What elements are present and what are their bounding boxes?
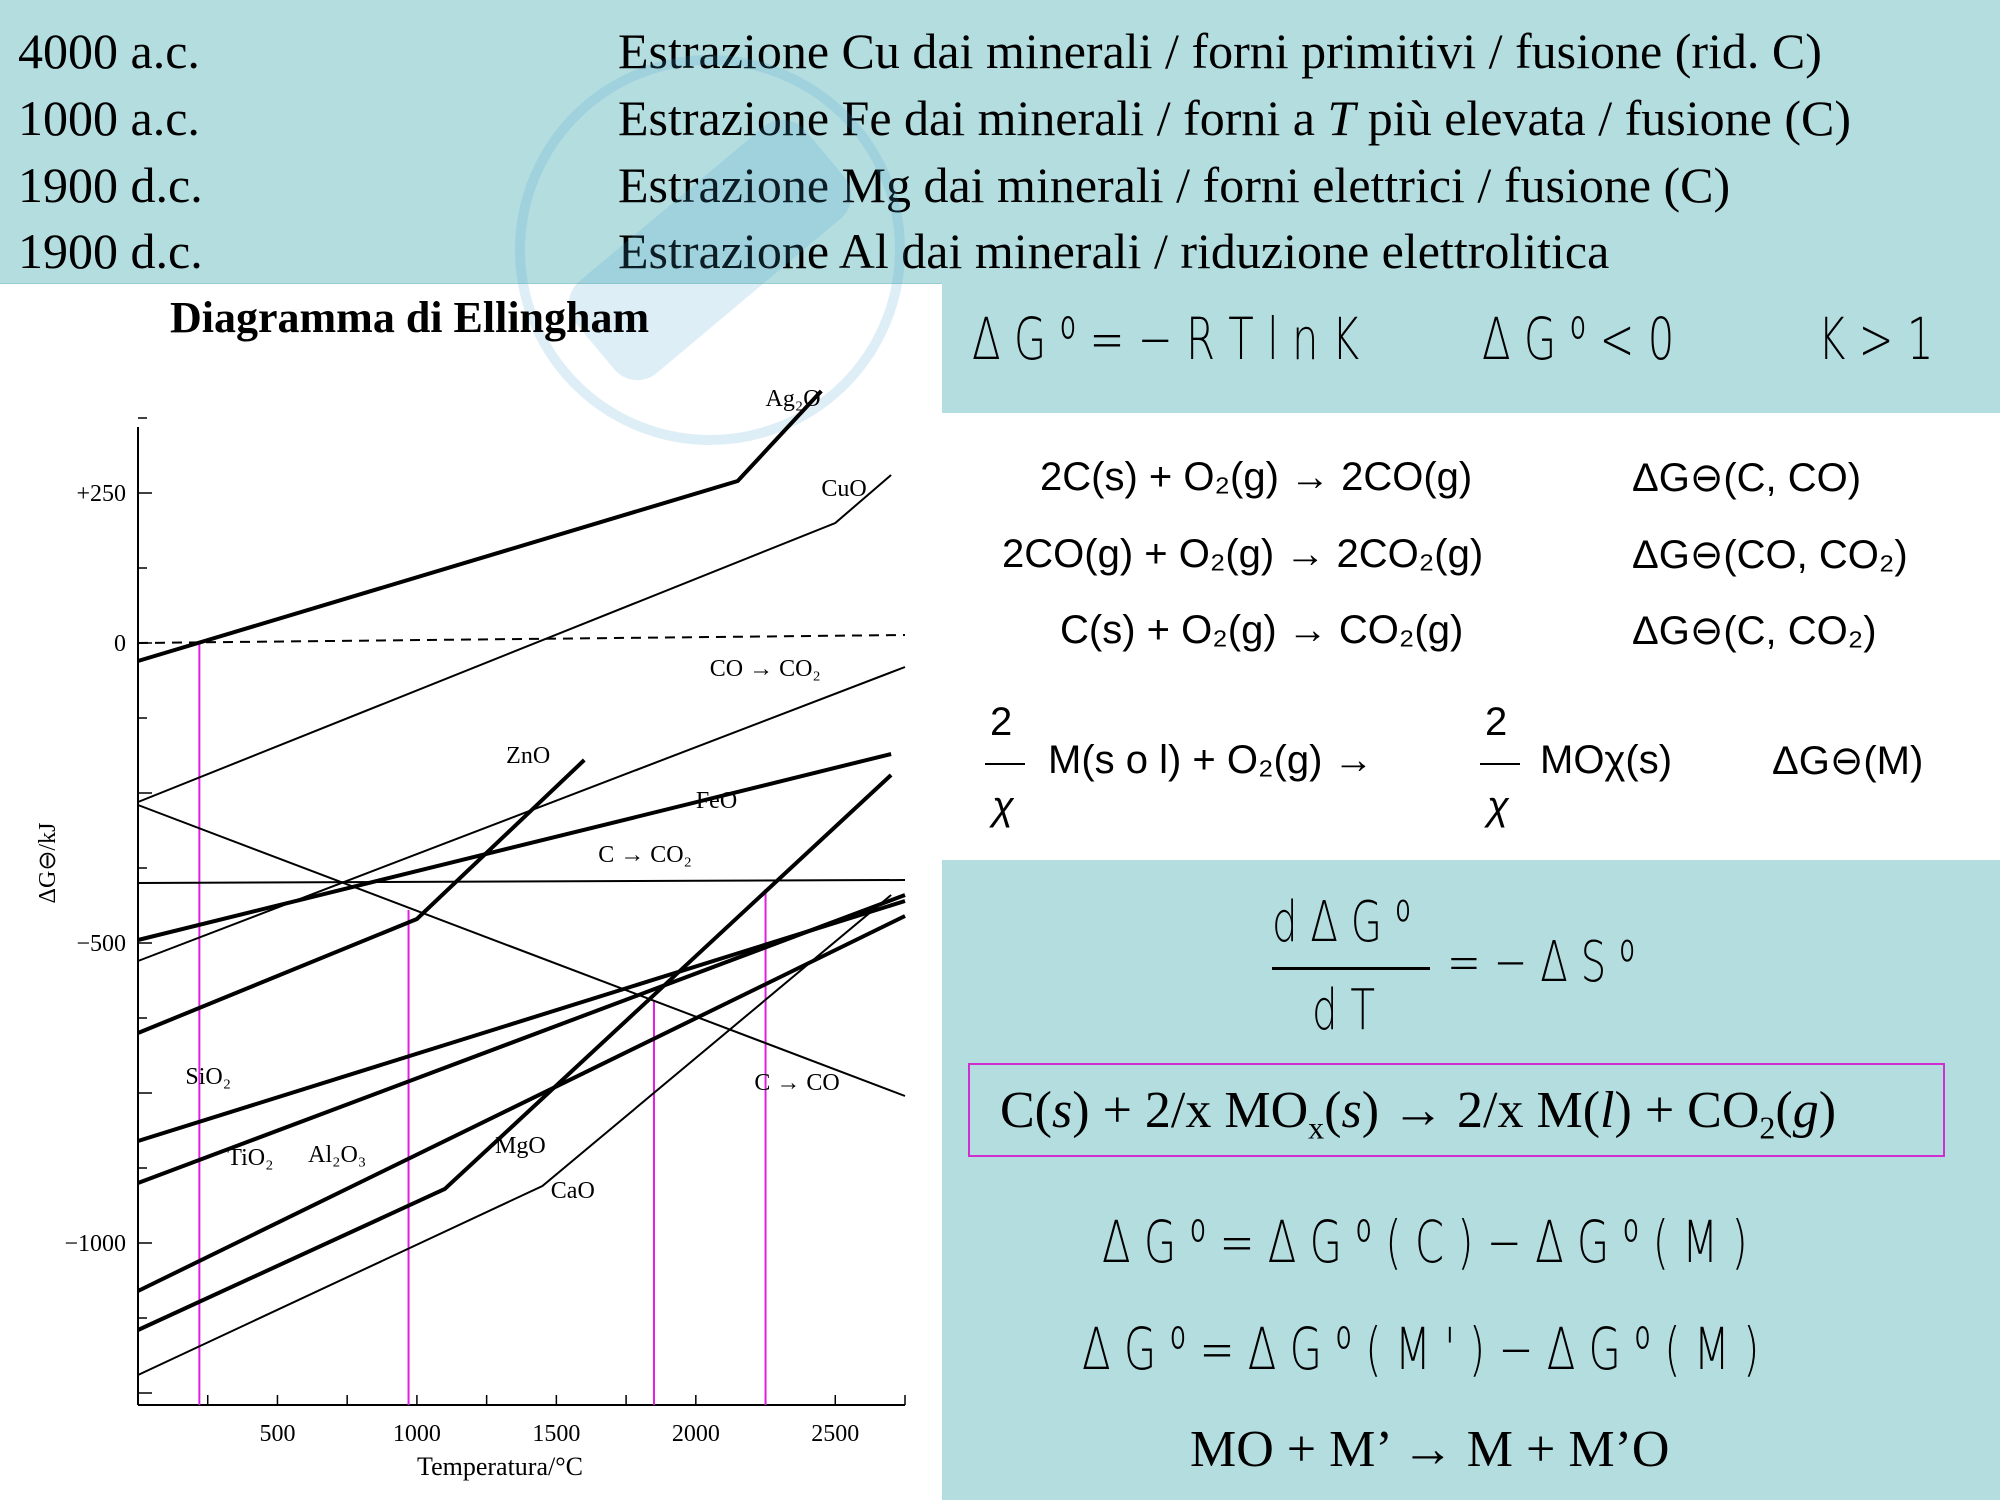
history-text: Estrazione Mg dai minerali / forni elettrici / fusione (C) bbox=[618, 157, 1731, 213]
fraction-bar bbox=[1480, 763, 1520, 765]
history-text: Estrazione Cu dai minerali / forni primitivi / fusione (rid. C) bbox=[618, 23, 1822, 79]
series-label: SiO₂ bbox=[185, 1064, 232, 1090]
series-label: Al₂O₃ bbox=[308, 1142, 367, 1168]
history-date: 1900 d.c. bbox=[18, 223, 203, 279]
equilibrium-panel bbox=[942, 283, 2000, 413]
general-reaction-left: M(s o l) + O₂(g) → bbox=[1048, 738, 1374, 782]
chart-title: Diagramma di Ellingham bbox=[170, 293, 650, 342]
reaction-c-co: 2C(s) + O₂(g) → 2CO(g) bbox=[1040, 455, 1473, 499]
history-text: Estrazione Al dai minerali / riduzione elettrolitica bbox=[618, 223, 1610, 279]
reaction-dg-c-co2: ΔG⊖(C, CO₂) bbox=[1632, 609, 1877, 653]
y-axis-label: ΔG⊖/kJ bbox=[35, 822, 61, 904]
equation-dg-rtlnk: Δ G ⁰ = − R T l n K bbox=[972, 305, 1360, 373]
plot-area bbox=[64, 386, 905, 1447]
series-line-coco bbox=[138, 667, 905, 961]
series-line-ago bbox=[138, 391, 821, 661]
series-line-cco bbox=[138, 880, 905, 883]
zero-reference-line bbox=[138, 635, 905, 643]
series-label: CaO bbox=[550, 1178, 595, 1204]
history-date: 1900 d.c. bbox=[18, 157, 203, 213]
series-label: TiO₂ bbox=[227, 1145, 274, 1171]
reaction-c-co2: C(s) + O₂(g) → CO₂(g) bbox=[1060, 608, 1464, 652]
derivative-bar bbox=[1272, 967, 1430, 970]
derivative-rhs: = − Δ S ⁰ bbox=[1447, 930, 1636, 995]
series-label: C → CO bbox=[754, 1070, 840, 1096]
carbothermal-reduction-box bbox=[968, 1063, 1945, 1157]
y-tick-label: +250 bbox=[76, 481, 126, 507]
series-line-mgo bbox=[138, 775, 891, 1330]
history-date: 1000 a.c. bbox=[18, 90, 200, 146]
equation-dg-carbon: Δ G ⁰ = Δ G ⁰ ( C ) − Δ G ⁰ ( M ) bbox=[1102, 1208, 1748, 1276]
series-label: C → CO₂ bbox=[598, 842, 692, 868]
x-tick-label: 2000 bbox=[671, 1421, 720, 1447]
general-reaction-dg: ΔG⊖(M) bbox=[1772, 739, 1924, 783]
series-label: FeO bbox=[695, 788, 738, 814]
y-tick-label: −500 bbox=[76, 931, 126, 957]
series-label: CO → CO₂ bbox=[709, 656, 821, 682]
history-panel bbox=[0, 0, 2000, 284]
equation-dg-metal: Δ G ⁰ = Δ G ⁰ ( M ' ) − Δ G ⁰ ( M ) bbox=[1082, 1315, 1760, 1383]
equation-dg-negative: Δ G ⁰ < 0 bbox=[1482, 305, 1675, 373]
general-reaction-right: MOχ(s) bbox=[1540, 738, 1673, 782]
y-tick-label: 0 bbox=[114, 631, 126, 657]
derivative-denominator: d T bbox=[1312, 978, 1376, 1043]
series-label: MgO bbox=[495, 1133, 546, 1159]
x-tick-label: 2500 bbox=[811, 1421, 860, 1447]
series-label: Ag₂O bbox=[765, 386, 821, 412]
history-date: 4000 a.c. bbox=[18, 23, 200, 79]
x-axis-label: Temperatura/°C bbox=[417, 1452, 583, 1481]
y-tick-label: −1000 bbox=[64, 1231, 126, 1257]
fraction-bar bbox=[985, 763, 1025, 765]
equation-metal-exchange: MO + M’ → M + M’O bbox=[1190, 1421, 1670, 1478]
series-line-zno bbox=[138, 760, 584, 1033]
series-label: ZnO bbox=[506, 743, 551, 769]
ellingham-diagram bbox=[0, 283, 942, 1500]
x-tick-label: 1500 bbox=[532, 1421, 581, 1447]
x-tick-label: 1000 bbox=[392, 1421, 441, 1447]
x-tick-label: 500 bbox=[259, 1421, 296, 1447]
reaction-dg-c-co: ΔG⊖(C, CO) bbox=[1632, 456, 1862, 500]
series-line-cco bbox=[138, 805, 905, 1096]
derivative-numerator: d Δ G ⁰ bbox=[1272, 890, 1412, 955]
fraction-numerator: 2 bbox=[990, 700, 1013, 744]
fraction-denominator: χ bbox=[1487, 784, 1509, 828]
equation-k-greater: K > 1 bbox=[1818, 305, 1934, 373]
fraction-numerator: 2 bbox=[1485, 700, 1508, 744]
fraction-denominator: χ bbox=[992, 784, 1014, 828]
history-text: Estrazione Fe dai minerali / forni a T più elevata / fusione (C) bbox=[618, 90, 1851, 146]
reaction-co-co2: 2CO(g) + O₂(g) → 2CO₂(g) bbox=[1002, 532, 1484, 576]
thermodynamics-panel bbox=[942, 860, 2000, 1500]
series-label: CuO bbox=[821, 476, 867, 502]
carbothermal-reduction-equation: C(s) + 2/x $MO_x(s) \to 2/x$ $M(l) + CO_2(g)$ bbox=[1000, 1082, 1837, 1146]
reaction-dg-co-co2: ΔG⊖(CO, CO₂) bbox=[1632, 533, 1908, 577]
